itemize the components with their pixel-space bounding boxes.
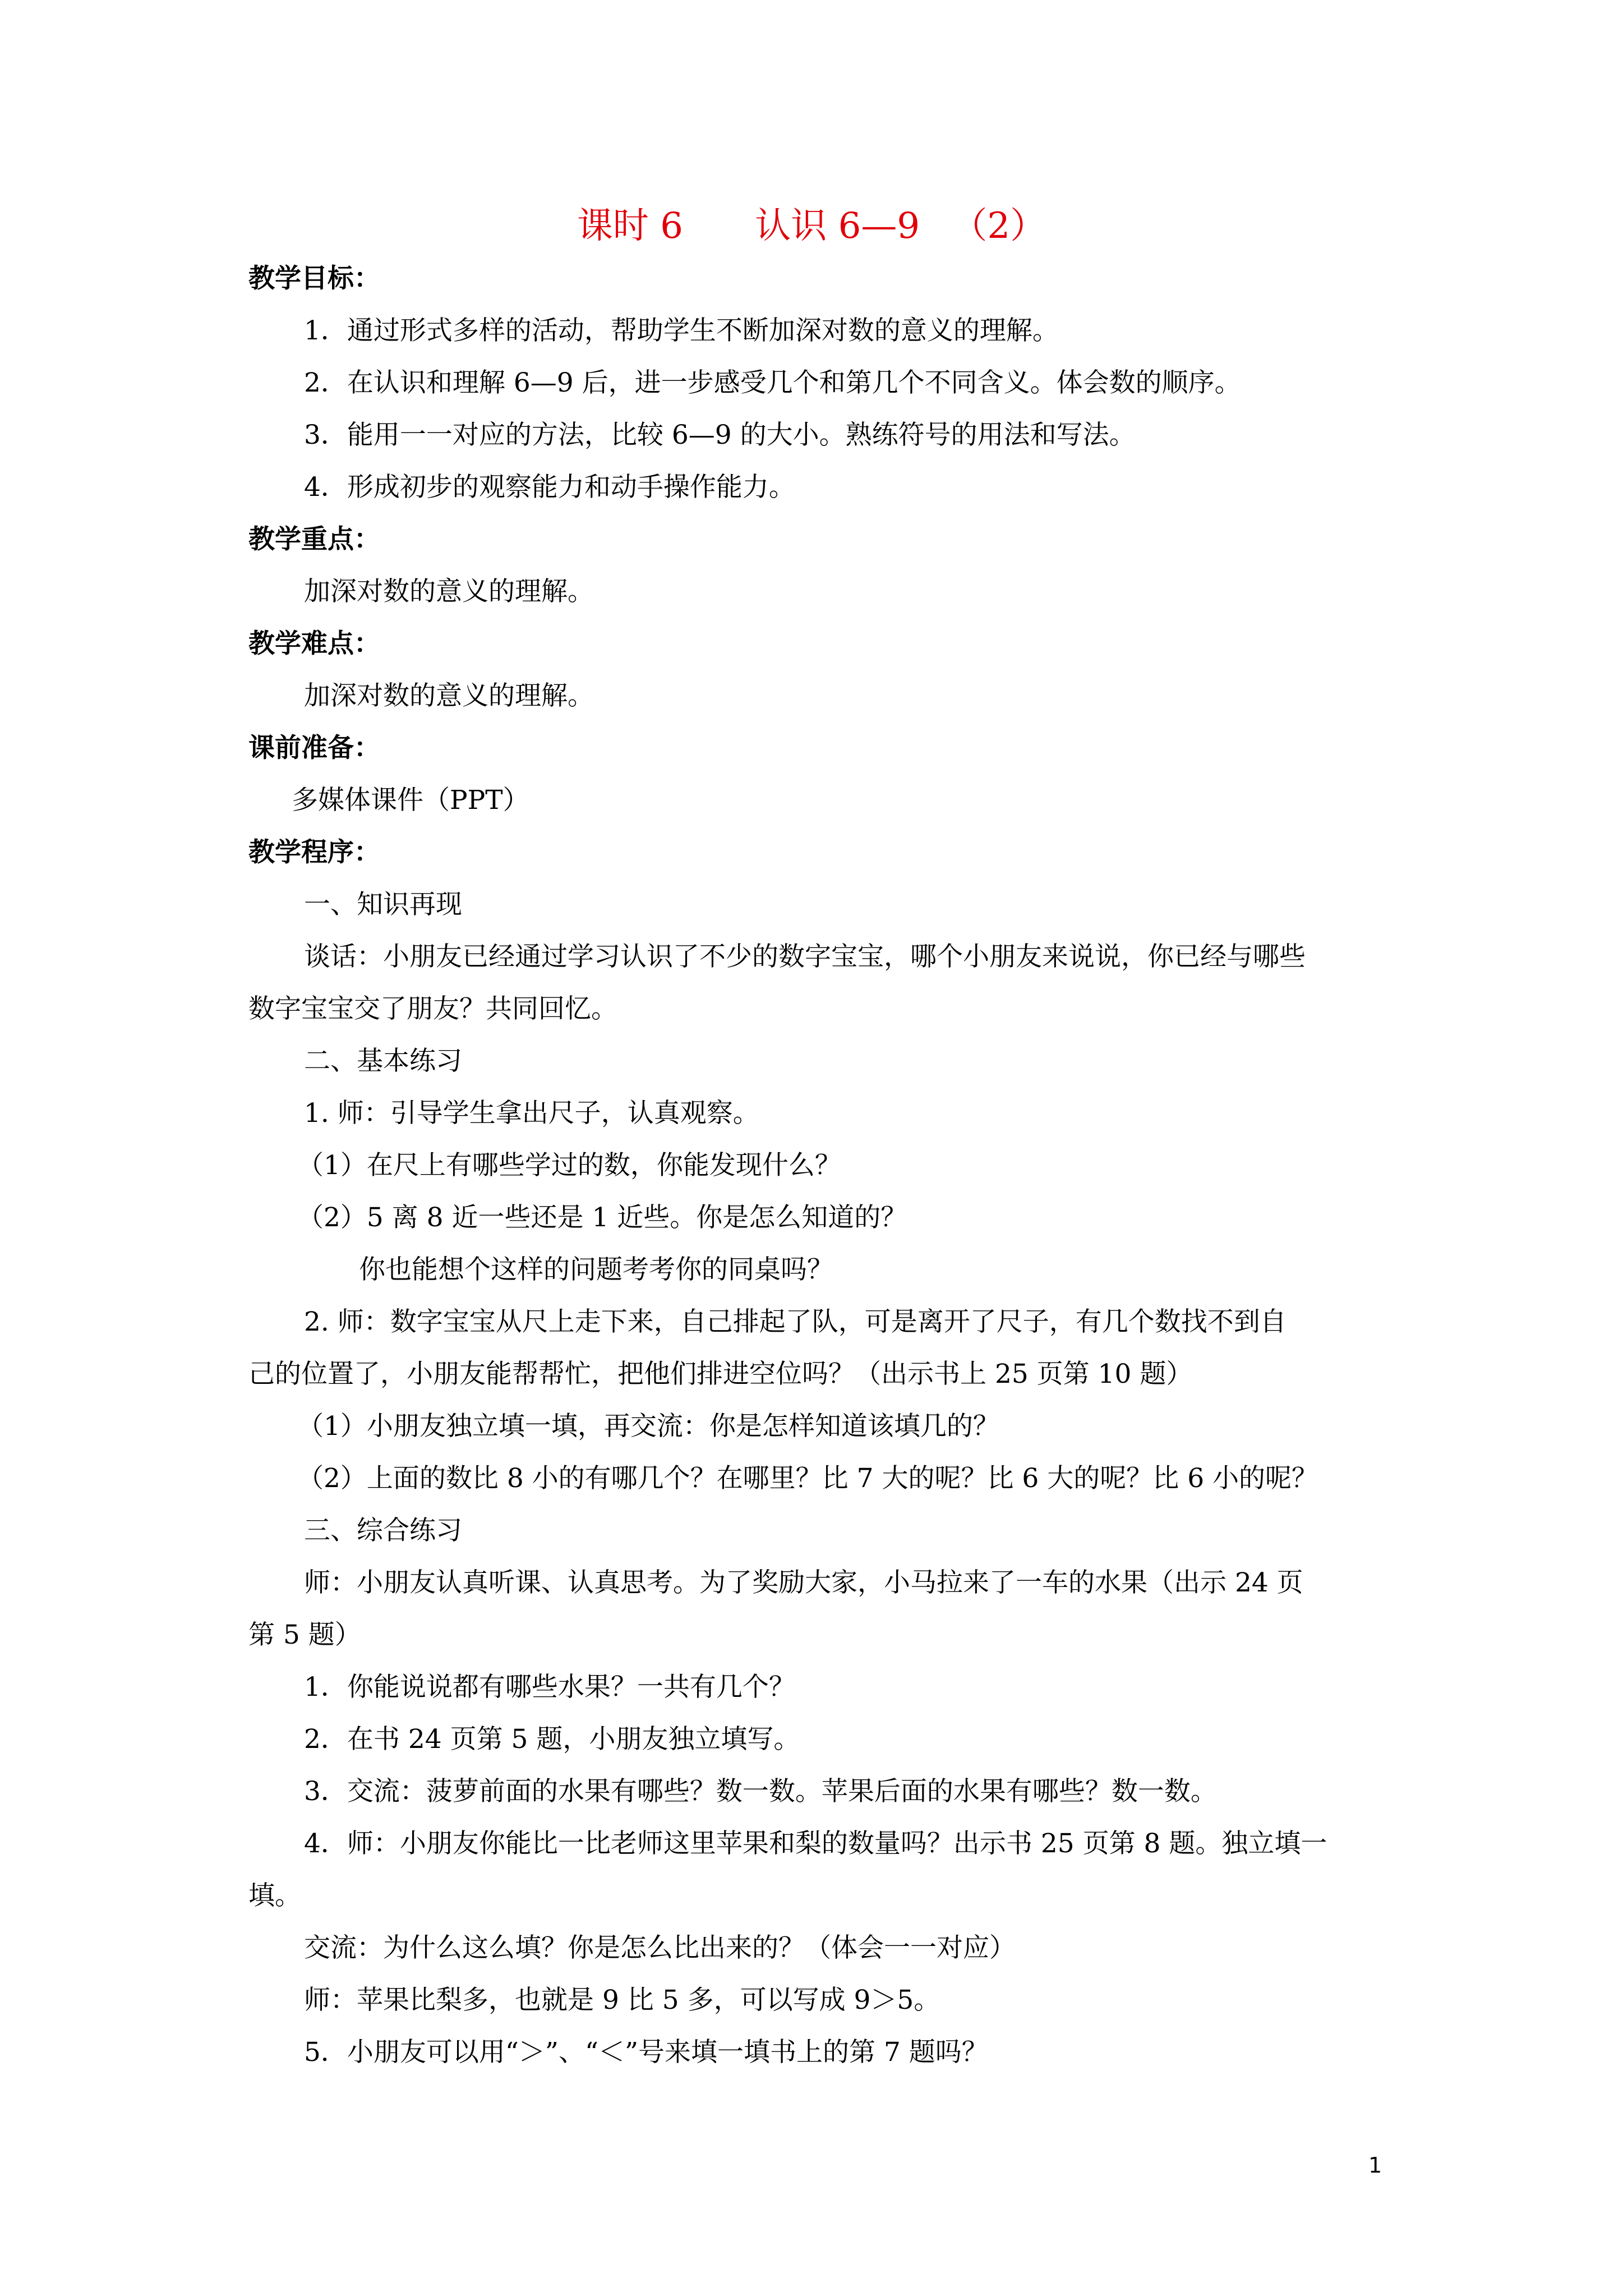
paragraph-line: （2）5 离 8 近一些还是 1 近些。你是怎么知道的？	[297, 1202, 907, 1233]
section-heading-objectives: 教学目标：	[248, 263, 380, 294]
paragraph-line: 4．师：小朋友你能比一比老师这里苹果和梨的数量吗？出示书 25 页第 8 题。独立填一	[304, 1828, 1327, 1859]
section-heading-key-points: 教学重点：	[248, 524, 380, 555]
paragraph-line: 5．小朋友可以用“＞”、“＜”号来填一填书上的第 7 题吗？	[304, 2037, 988, 2068]
paragraph-line: 交流：为什么这么填？你是怎么比出来的？（体会一一对应）	[304, 1932, 1016, 1963]
paragraph-line: 己的位置了，小朋友能帮帮忙，把他们排进空位吗？（出示书上 25 页第 10 题）	[248, 1359, 1193, 1389]
lesson-topic: 认识 6—9	[755, 205, 920, 247]
paragraph-line: 数字宝宝交了朋友？共同回忆。	[248, 993, 617, 1024]
objective-4: 4．形成初步的观察能力和动手操作能力。	[304, 472, 795, 503]
lesson-part: （2）	[951, 205, 1046, 247]
section-heading-preparation: 课前准备：	[248, 733, 380, 763]
paragraph-line: 1．你能说说都有哪些水果？一共有几个？	[304, 1672, 795, 1703]
objective-1: 1．通过形式多样的活动，帮助学生不断加深对数的意义的理解。	[304, 315, 1059, 346]
section-heading-procedure: 教学程序：	[248, 837, 380, 868]
objective-3: 3．能用一一对应的方法，比较 6—9 的大小。熟练符号的用法和写法。	[304, 420, 1136, 450]
paragraph-line: 谈话：小朋友已经通过学习认识了不少的数字宝宝，哪个小朋友来说说，你已经与哪些	[304, 941, 1306, 972]
paragraph-line: 师：小朋友认真听课、认真思考。为了奖励大家，小马拉来了一车的水果（出示 24 页	[304, 1567, 1303, 1598]
lesson-number: 课时 6	[577, 205, 683, 247]
preparation-text: 多媒体课件（PPT）	[292, 785, 529, 816]
key-point-text: 加深对数的意义的理解。	[304, 576, 594, 607]
paragraph-line: 填。	[248, 1880, 301, 1911]
objective-2: 2．在认识和理解 6—9 后，进一步感受几个和第几个不同含义。体会数的顺序。	[304, 367, 1241, 398]
paragraph-line: （1）小朋友独立填一填，再交流：你是怎样知道该填几的？	[297, 1411, 999, 1442]
paragraph-line: （2）上面的数比 8 小的有哪几个？在哪里？比 7 大的呢？比 6 大的呢？比 6 小的呢？	[297, 1463, 1318, 1494]
lesson-title	[0, 199, 1623, 253]
paragraph-line: 3．交流：菠萝前面的水果有哪些？数一数。苹果后面的水果有哪些？数一数。	[304, 1776, 1217, 1807]
paragraph-line: 你也能想个这样的问题考考你的同桌吗？	[359, 1254, 833, 1285]
paragraph-line: （1）在尺上有哪些学过的数，你能发现什么？	[297, 1150, 841, 1181]
paragraph-line: 2．在书 24 页第 5 题，小朋友独立填写。	[304, 1724, 800, 1755]
paragraph-line: 第 5 题）	[248, 1619, 361, 1650]
difficulty-text: 加深对数的意义的理解。	[304, 680, 594, 711]
paragraph-line: 2. 师：数字宝宝从尺上走下来，自己排起了队，可是离开了尺子，有几个数找不到自	[304, 1306, 1287, 1337]
paragraph-line: 师：苹果比梨多，也就是 9 比 5 多，可以写成 9＞5。	[304, 1985, 940, 2016]
paragraph-line: 1. 师：引导学生拿出尺子，认真观察。	[304, 1098, 759, 1129]
step-heading-1: 一、知识再现	[304, 889, 462, 920]
page-number: 1	[1368, 2153, 1382, 2178]
section-heading-difficulties: 教学难点：	[248, 628, 380, 659]
step-heading-2: 二、基本练习	[304, 1046, 462, 1076]
step-heading-3: 三、综合练习	[304, 1515, 462, 1546]
